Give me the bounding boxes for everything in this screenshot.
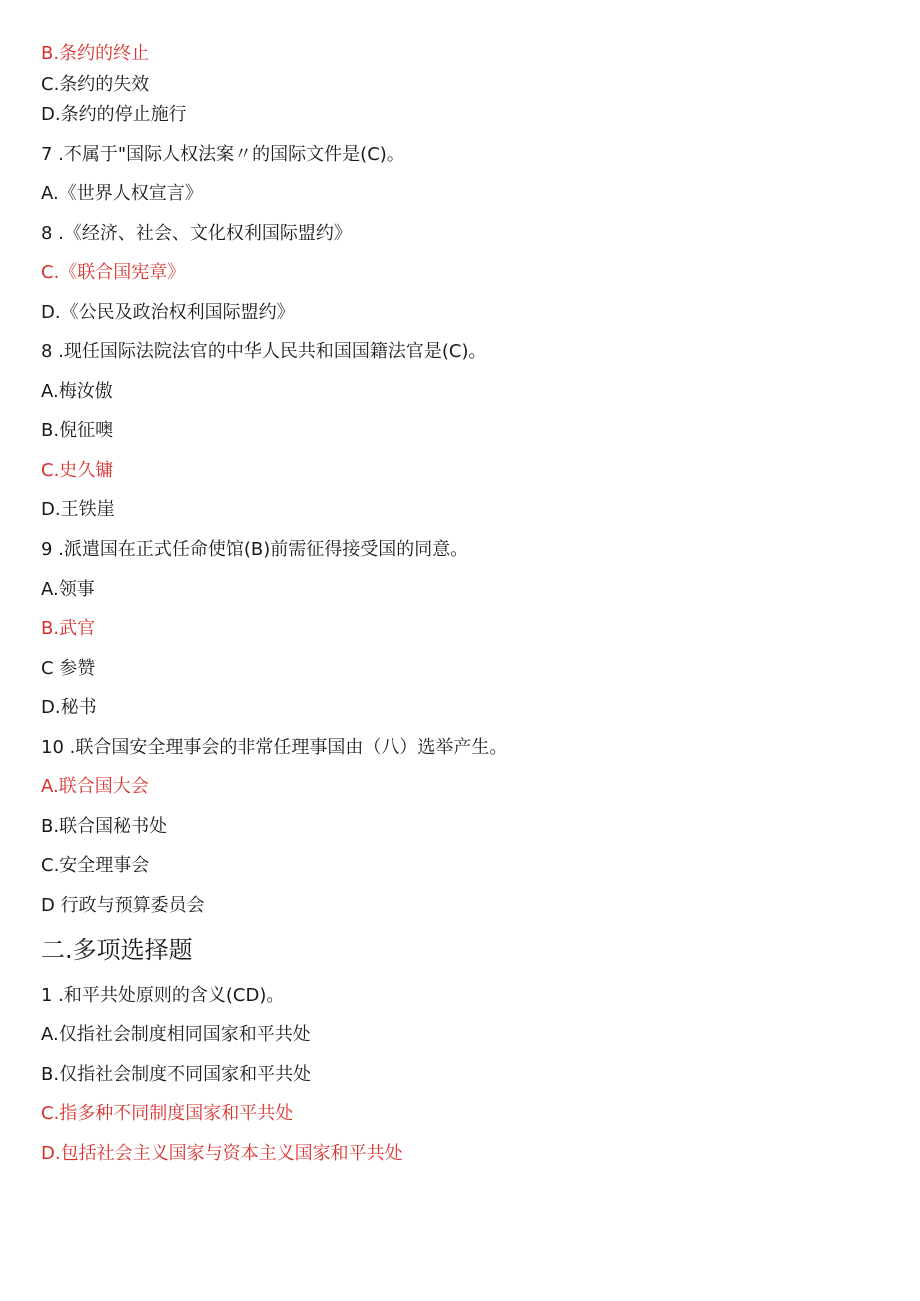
option-line: C.《联合国宪章》 [41,262,186,283]
option-line: A.联合国大会 [41,776,149,797]
option-line: D.《公民及政治权利国际盟约》 [41,302,295,323]
option-line: A.领事 [41,579,95,600]
question-line: 8 .《经济、社会、文化权利国际盟约》 [41,223,352,244]
option-line: C.条约的失效 [41,74,150,95]
option-line: B.仅指社会制度不同国家和平共处 [41,1064,312,1085]
option-line: D 行政与预算委员会 [41,895,205,916]
option-line: B.武官 [41,618,96,639]
option-line: B.条约的终止 [41,43,150,64]
option-line: C 参赞 [41,658,96,679]
option-line: A.梅汝傲 [41,381,113,402]
option-line: C.史久镛 [41,460,114,481]
question-line: 10 .联合国安全理事会的非常任理事国由（八）选举产生。 [41,737,508,758]
option-line: A.《世界人权宣言》 [41,183,203,204]
question-line: 1 .和平共处原则的含义(CD)。 [41,985,285,1006]
option-line: D.包括社会主义国家与资本主义国家和平共处 [41,1143,403,1164]
question-line: 8 .现任国际法院法官的中华人民共和国国籍法官是(C)。 [41,341,487,362]
option-line: D.王铁崖 [41,499,115,520]
option-line: A.仅指社会制度相同国家和平共处 [41,1024,311,1045]
option-line: B.倪征噢 [41,420,114,441]
option-line: C.指多种不同制度国家和平共处 [41,1103,294,1124]
option-line: D.秘书 [41,697,97,718]
option-line: D.条约的停止施行 [41,104,187,125]
question-line: 7 .不属于"国际人权法案〃的国际文件是(C)。 [41,144,405,165]
question-line: 9 .派遣国在正式任命使馆(B)前需征得接受国的同意。 [41,539,469,560]
section-heading: 二.多项选择题 [41,936,193,964]
option-line: C.安全理事会 [41,855,150,876]
option-line: B.联合国秘书处 [41,816,168,837]
